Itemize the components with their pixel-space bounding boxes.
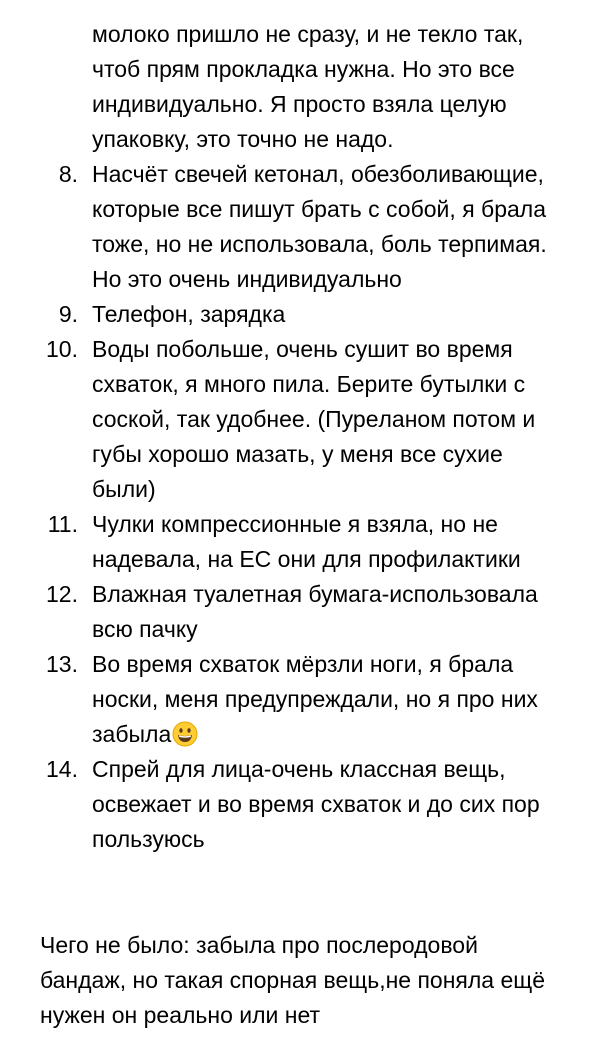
list-item-8 bbox=[0, 157, 600, 297]
list-item-number: 11. bbox=[47, 511, 78, 537]
list-item-cut-off bbox=[0, 0, 600, 17]
list-item-14 bbox=[0, 752, 600, 857]
list-item-text: Во время схваток мёрзли ноги, я брала носки, меня предупреждали, но я про них забыла bbox=[92, 651, 538, 747]
list-item-number: 12. bbox=[46, 581, 78, 607]
list-item-text: Насчёт свечей кетонал, обезболивающие, которые все пишут брать с собой, я брала тоже, но не использовала, боль терпимая. Но это очень индивидуально bbox=[92, 161, 547, 292]
list-item-text: Воды побольше, очень сушит во время схваток, я много пила. Берите бутылки с соской, так удобнее. (Пурeланом потом и губы хорошо мазать, у меня все сухие были) bbox=[92, 336, 536, 502]
list-item-text-wrap bbox=[92, 647, 566, 752]
list-item-number: 8. bbox=[58, 161, 78, 187]
grinning-face-emoji-icon bbox=[172, 721, 198, 747]
list-item-text: Чулки компрессионные я взяла, но не надевала, на ЕС они для профилактики bbox=[92, 511, 521, 572]
list-item-text: Влажная туалетная бумага-использовала всю пачку bbox=[92, 581, 538, 642]
list-item-text: молоко пришло не сразу, и не текло так, чтоб прям прокладка нужна. Но это все индивидуально. Я просто взяла целую упаковку, это точно не надо. bbox=[92, 21, 524, 152]
list-item-number: 10. bbox=[46, 336, 78, 362]
list-item-number: 13. bbox=[46, 651, 78, 677]
list-item-number: 14. bbox=[46, 756, 78, 782]
list-item-13 bbox=[0, 647, 600, 752]
list-item-12 bbox=[0, 577, 600, 647]
list-item-number: 9. bbox=[58, 301, 78, 327]
footer-paragraph: Чего не было: забыла про послеродовой бандаж, но такая спорная вещь,не поняла ещё нужен он реально или нет bbox=[40, 932, 545, 1028]
list-item-text: Спрей для лица-очень классная вещь, освежает и во время схваток и до сих пор пользуюсь bbox=[92, 756, 540, 852]
list-item-9 bbox=[0, 297, 600, 332]
list-item-10 bbox=[0, 332, 600, 507]
list-item-11 bbox=[0, 507, 600, 577]
list-item-text: Телефон, зарядка bbox=[92, 301, 286, 327]
list-item-7-continued bbox=[0, 17, 600, 157]
